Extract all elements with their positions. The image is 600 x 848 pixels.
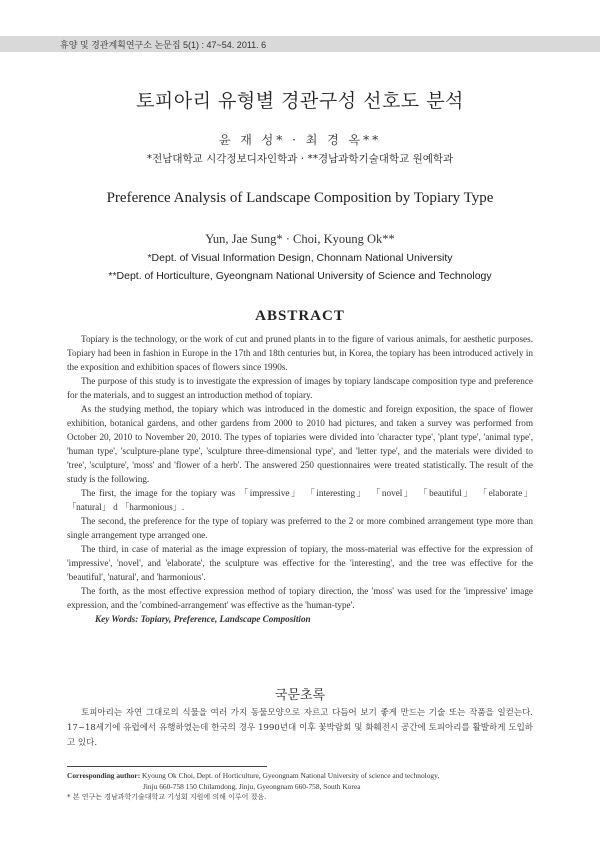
keywords-list: Topiary, Preference, Landscape Composition xyxy=(140,614,311,624)
abstract-paragraph: As the studying method, the topiary which was introduced in the domestic and foreign exposition, the space of flower exhibition, botanical gardens, and other gardens from 2000 to 2010 had pictures, and taken a survey was performed from October 20, 2010 to November 20, 2010. The types of topiaries were divided into 'character type', 'plant type', 'animal type', 'human type', 'sculpture-plane type', 'sculpture three-dimensional type', and 'letter type', and the materials were divided to 'tree', 'sculpture', 'moss' and 'flower of a herb'. The answered 250 questionnaires were treated statistically. The result of the study is the following. xyxy=(67,404,533,484)
title-korean: 토피아리 유형별 경관구성 선호도 분석 xyxy=(136,90,464,112)
corresponding-author-line-2: Jinju 660-758 150 Chilamdong, Jinju, Gyeongnam 660-758, South Korea xyxy=(143,782,361,791)
keywords xyxy=(67,612,533,626)
corresponding-author-label: Corresponding author: xyxy=(67,771,141,780)
funding-note: * 본 연구는 경남과학기술대학교 기성회 지원에 의해 이루어 졌음. xyxy=(67,793,267,801)
affiliation-english-1: *Dept. of Visual Information Design, Chonnam National University xyxy=(147,252,453,264)
authors-english: Yun, Jae Sung* · Choi, Kyoung Ok** xyxy=(205,232,395,246)
keywords-label: Key Words: xyxy=(95,614,139,624)
title-english: Preference Analysis of Landscape Composition by Topiary Type xyxy=(106,190,494,206)
affiliation-korean: *전남대학교 시각정보디자인학과 · **경남과학기술대학교 원예학과 xyxy=(146,153,454,165)
corresponding-author xyxy=(67,770,533,781)
abstract-paragraph: The forth, as the most effective expression method of topiary direction, the 'moss' was used for the 'impressive' image expression, and the 'combined-arrangement' was effective as the 'human-type'. xyxy=(67,586,533,610)
abstract-body xyxy=(67,332,533,626)
affiliation-english-2: **Dept. of Horticulture, Gyeongnam National University of Science and Technology xyxy=(108,270,492,282)
authors-korean: 윤 재 성* · 최 경 옥** xyxy=(218,133,382,147)
abstract-paragraph: The second, the preference for the type of topiary was preferred to the 2 or more combined arrangement type more than single arrangement type arranged one. xyxy=(67,516,533,540)
abstract-paragraph: The third, in case of material as the image expression of topiary, the moss-material was effective for the expression of 'impressive', 'novel', and 'elaborate', the sculpture was effective for the 'interesting', and the tree was effective for the 'beautiful', 'natural', and 'harmonious'. xyxy=(67,544,533,582)
abstract-paragraph: Topiary is the technology, or the work of cut and pruned plants in to the figure of various animals, for aesthetic purposes. Topiary had been in fashion in Europe in the 17th and 18th centuries but, in Korea, the topiary has been introduced actively in the exposition and exhibition spaces of flowers since 1990s. xyxy=(67,334,533,372)
abstract-heading: ABSTRACT xyxy=(255,308,345,324)
footnote-divider xyxy=(67,766,267,767)
abstract-paragraph: The purpose of this study is to investigate the expression of images by topiary landscape composition type and preference for the materials, and to suggest an introduction method of topiary. xyxy=(67,376,533,400)
korean-abstract-text: 토피아리는 자연 그대로의 식물을 여러 가지 동물모양으로 자르고 다듬어 보기 좋게 만드는 기술 또는 작품을 일컫는다. 17~18세기에 유럽에서 유행하였는데 한국의 경우 1990년대 이후 꽃박람회 및 화훼전시 공간에 토피아리를 활발하게 도입하고 있다. xyxy=(67,708,533,748)
abstract-paragraph: The first, the image for the topiary was 「impressive」 「interesting」 「novel」 「beautiful」 「elaborate」 「natural」 d 「harmonious」. xyxy=(67,488,533,512)
korean-abstract-body xyxy=(67,706,533,751)
footnotes xyxy=(67,770,533,803)
korean-abstract-heading: 국문초록 xyxy=(274,688,326,703)
corresponding-author-line-1: Kyoung Ok Choi, Dept. of Horticulture, Gyeongnam National University of science and technology, xyxy=(142,771,440,780)
journal-citation: 휴양 및 경관계획연구소 논문집 5(1) : 47~54. 2011. 6 xyxy=(60,40,267,50)
